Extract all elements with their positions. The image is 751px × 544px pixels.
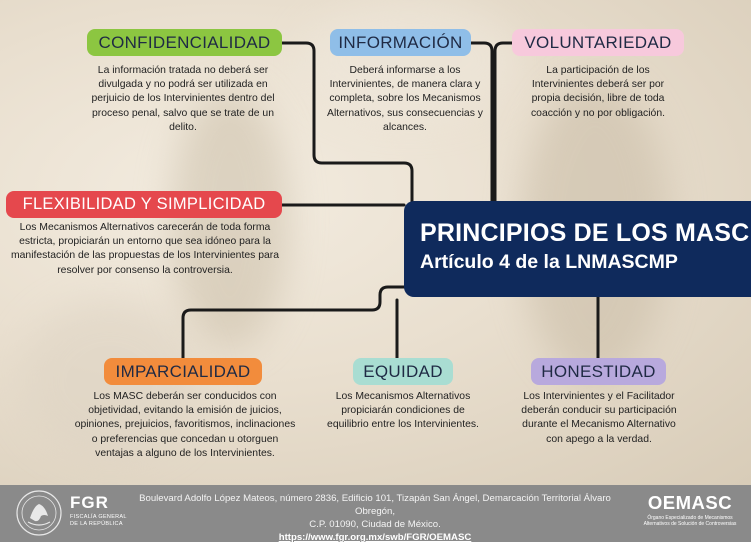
address-line-2: C.P. 01090, Ciudad de México.: [309, 519, 441, 530]
principle-label-voluntariedad: VOLUNTARIEDAD: [512, 29, 684, 56]
central-subtitle: Artículo 4 de la LNMASCMP: [420, 251, 678, 273]
oemasc-logo-subtext: Órgano Especializado de Mecanismos Alternativos de Solución de Controversias: [643, 515, 737, 527]
principle-label-informacion: INFORMACIÓN: [330, 29, 471, 56]
principle-description-informacion: Deberá informarse a los Intervinientes, de manera clara y completa, sobre los Mecanismos Alternativos, sus consecuencias y alcances.: [327, 65, 483, 133]
principle-label-honestidad: HONESTIDAD: [531, 358, 666, 385]
principle-label-imparcialidad: IMPARCIALIDAD: [104, 358, 262, 385]
fgr-logo: [70, 493, 132, 527]
footer-bar: [0, 485, 751, 542]
mexico-seal-icon: [14, 488, 64, 538]
oemasc-logo-text: OEMASC: [647, 492, 733, 513]
principle-label-confidencialidad: CONFIDENCIALIDAD: [87, 29, 282, 56]
principle-description-honestidad: Los Intervinientes y el Facilitador deberán conducir su participación durante el Mecanismo Alternativo con apego a la verdad.: [521, 391, 677, 445]
principle-description-equidad: Los Mecanismos Alternativos propiciarán condiciones de equilibrio entre los Intervinientes.: [327, 391, 479, 431]
principle-description-imparcialidad: Los MASC deberán ser conducidos con objetividad, evitando la emisión de juicios, opiniones, prejuicios, favoritismos, inclinaciones o preferencias que concedan u otorguen ventajas a alguno de los Intervinientes.: [74, 391, 296, 459]
central-title-box: [404, 201, 751, 297]
central-title: PRINCIPIOS DE LOS MASC: [420, 219, 750, 247]
fgr-logo-subtext: FISCALÍA GENERAL DE LA REPÚBLICA: [70, 514, 127, 527]
footer-url-link[interactable]: https://www.fgr.org.mx/swb/FGR/OEMASC: [278, 532, 472, 543]
fgr-logo-text: FGR: [70, 493, 109, 512]
oemasc-logo: [636, 492, 744, 527]
principle-description-flexibilidad-simplicidad: Los Mecanismos Alternativos carecerán de toda forma estricta, propiciarán un entorno que sea idóneo para la manifestación de las propuestas de los Intervinientes para resolver por consenso la controversia.: [10, 222, 279, 276]
principle-description-voluntariedad: La participación de los Intervinientes deberá ser por propia decisión, libre de toda coacción y no por obligación.: [530, 65, 665, 119]
connector-imparcialidad: [183, 287, 404, 358]
connector-voluntariedad: [495, 43, 512, 205]
address-line-1: Boulevard Adolfo López Mateos, número 2836, Edificio 101, Tizapán San Ángel, Demarcación Territorial Álvaro Obregón,: [139, 493, 611, 517]
principle-label-flexibilidad-simplicidad: FLEXIBILIDAD Y SIMPLICIDAD: [6, 191, 282, 218]
footer-address: [130, 492, 620, 544]
principle-label-equidad: EQUIDAD: [353, 358, 453, 385]
principle-description-confidencialidad: La información tratada no deberá ser divulgada y no podrá ser utilizada en perjuicio de los Intervinientes dentro del proceso penal, salvo que se trate de un delito.: [91, 65, 275, 133]
